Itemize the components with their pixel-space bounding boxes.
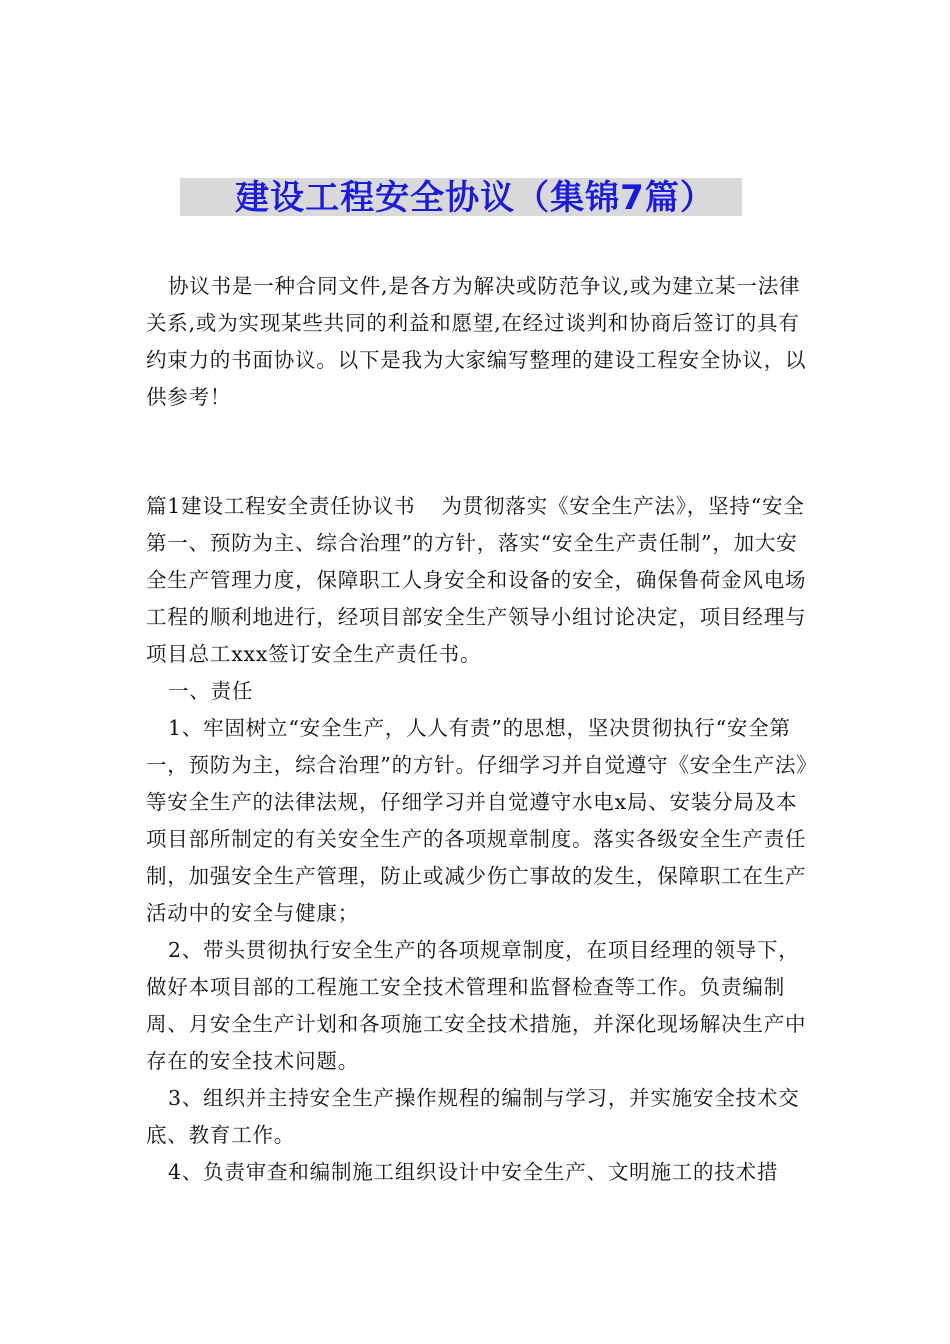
intro-paragraph: 协议书是一种合同文件,是各方为解决或防范争议,或为建立某一法律关系,或为实现某些共同的利益和愿望,在经过谈判和协商后签订的具有约束力的书面协议。以下是我为大家编写整理的建设工程安全协议，以供参考！: [146, 274, 807, 409]
document-title: 建设工程安全协议（集锦7篇）: [235, 178, 715, 218]
intro-paragraph-block: [146, 268, 816, 416]
section-title: 一、责任: [168, 679, 254, 703]
list-item: 2、带头贯彻执行安全生产的各项规章制度，在项目经理的领导下，做好本项目部的工程施工安全技术管理和监督检查等工作。负责编制周、月安全生产计划和各项施工安全技术措施，并深化现场解决生产中存在的安全技术问题。: [146, 938, 807, 1073]
list-item: 1、牢固树立“安全生产，人人有责”的思想，坚决贯彻执行“安全第一，预防为主，综合治理”的方针。仔细学习并自觉遵守《安全生产法》等安全生产的法律法规，仔细学习并自觉遵守水电x局、安装分局及本项目部所制定的有关安全生产的各项规章制度。落实各级安全生产责任制，加强安全生产管理，防止或减少伤亡事故的发生，保障职工在生产活动中的安全与健康；: [146, 716, 808, 925]
title-block: [0, 176, 950, 220]
article-heading: 篇1建设工程安全责任协议书: [146, 494, 416, 518]
article-lead-paragraph: [146, 488, 816, 673]
list-item: 4、负责审查和编制施工组织设计中安全生产、文明施工的技术措: [168, 1160, 779, 1184]
article-lead: 为贯彻落实《安全生产法》，坚持“安全第一、预防为主、综合治理”的方针，落实“安全生产责任制”，加大安全生产管理力度，保障职工人身安全和设备的安全，确保鲁荷金风电场工程的顺利地进行，经项目部安全生产领导小组讨论决定，项目经理与项目总工xxx签订安全生产责任书。: [146, 494, 807, 666]
article-body: [146, 488, 816, 1191]
list-item: 3、组织并主持安全生产操作规程的编制与学习，并实施安全技术交底、教育工作。: [146, 1086, 800, 1147]
